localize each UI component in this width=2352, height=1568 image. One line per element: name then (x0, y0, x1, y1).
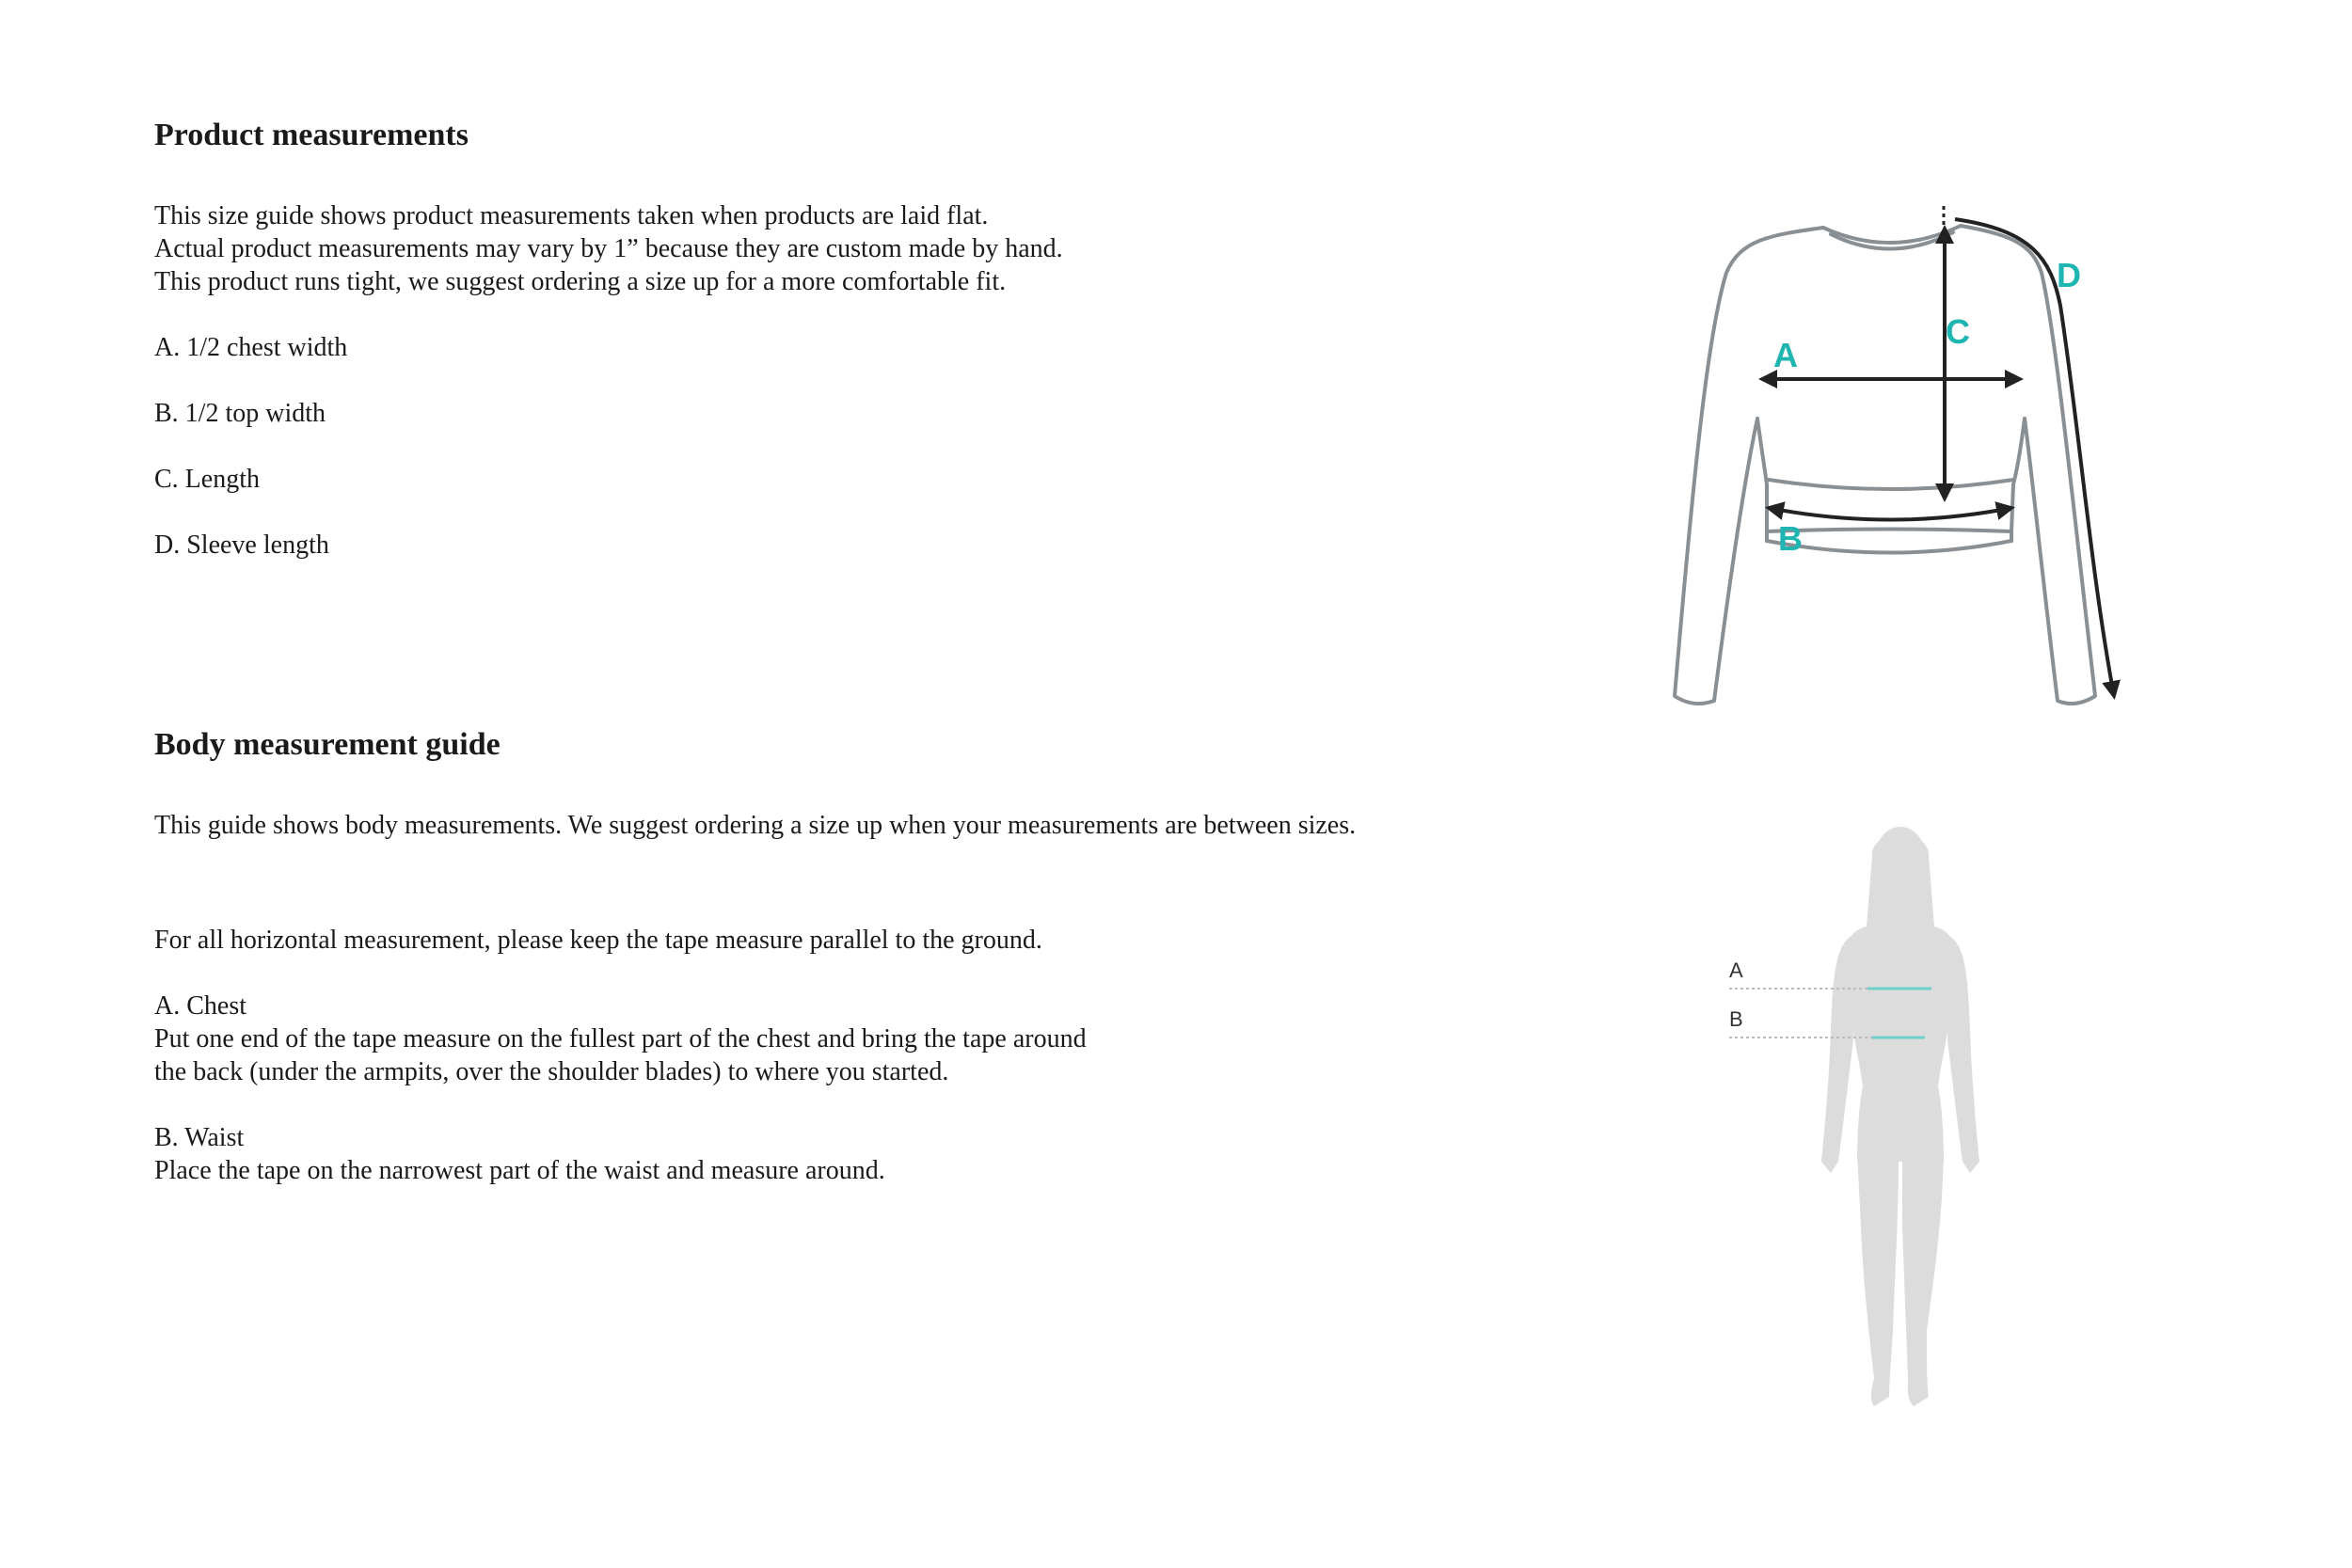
product-intro-line: This product runs tight, we suggest ordering a size up for a more comfortable fit. (154, 267, 1007, 296)
horizontal-note: For all horizontal measurement, please keep the tape measure parallel to the ground. (154, 926, 1042, 955)
silhouette-right-arm (1947, 936, 1979, 1173)
measurement-item-chest-width: A. 1/2 chest width (154, 333, 348, 362)
left-sleeve-outline (1675, 228, 1823, 704)
silhouette-left-arm (1821, 936, 1853, 1173)
hem-seam-outline (1769, 480, 2013, 489)
diagram-label-c: C (1946, 312, 1970, 351)
measurement-item-top-width: B. 1/2 top width (154, 399, 326, 428)
silhouette-right-leg (1902, 1152, 1944, 1406)
measurement-item-sleeve-length: D. Sleeve length (154, 531, 329, 560)
waistband-outline (1767, 541, 2011, 553)
product-intro-line: Actual product measurements may vary by 1” because they are custom made by hand. (154, 234, 1063, 263)
arrow-sleeve-length (1955, 219, 2114, 696)
measurement-item-length: C. Length (154, 465, 260, 494)
arrow-top-width (1769, 508, 2011, 520)
product-intro-line: This size guide shows product measurements taken when products are laid flat. (154, 201, 989, 230)
chest-heading: A. Chest (154, 991, 246, 1021)
product-intro (154, 199, 1063, 298)
product-diagram (1637, 193, 2164, 724)
waist-instructions (154, 1121, 885, 1187)
chest-instructions (154, 990, 1087, 1088)
chest-line: the back (under the armpits, over the shoulder blades) to where you started. (154, 1057, 949, 1086)
right-sleeve-outline (1961, 226, 2095, 704)
product-measurements-title: Product measurements (154, 118, 469, 152)
body-measurement-title: Body measurement guide (154, 727, 501, 762)
chest-line: Put one end of the tape measure on the fullest part of the chest and bring the tape around (154, 1024, 1087, 1053)
silhouette-torso (1848, 922, 1953, 1162)
diagram-label-b: B (1778, 519, 1803, 558)
body-diagram (1712, 823, 1994, 1425)
silhouette-left-leg (1857, 1152, 1899, 1406)
body-label-a: A (1729, 958, 1743, 982)
body-intro: This guide shows body measurements. We suggest ordering a size up when your measurements are between sizes. (154, 811, 1357, 840)
diagram-label-d: D (2057, 256, 2081, 294)
waist-heading: B. Waist (154, 1123, 245, 1152)
body-label-b: B (1729, 1007, 1743, 1031)
diagram-label-a: A (1773, 336, 1798, 374)
waist-line: Place the tape on the narrowest part of the waist and measure around. (154, 1156, 885, 1185)
